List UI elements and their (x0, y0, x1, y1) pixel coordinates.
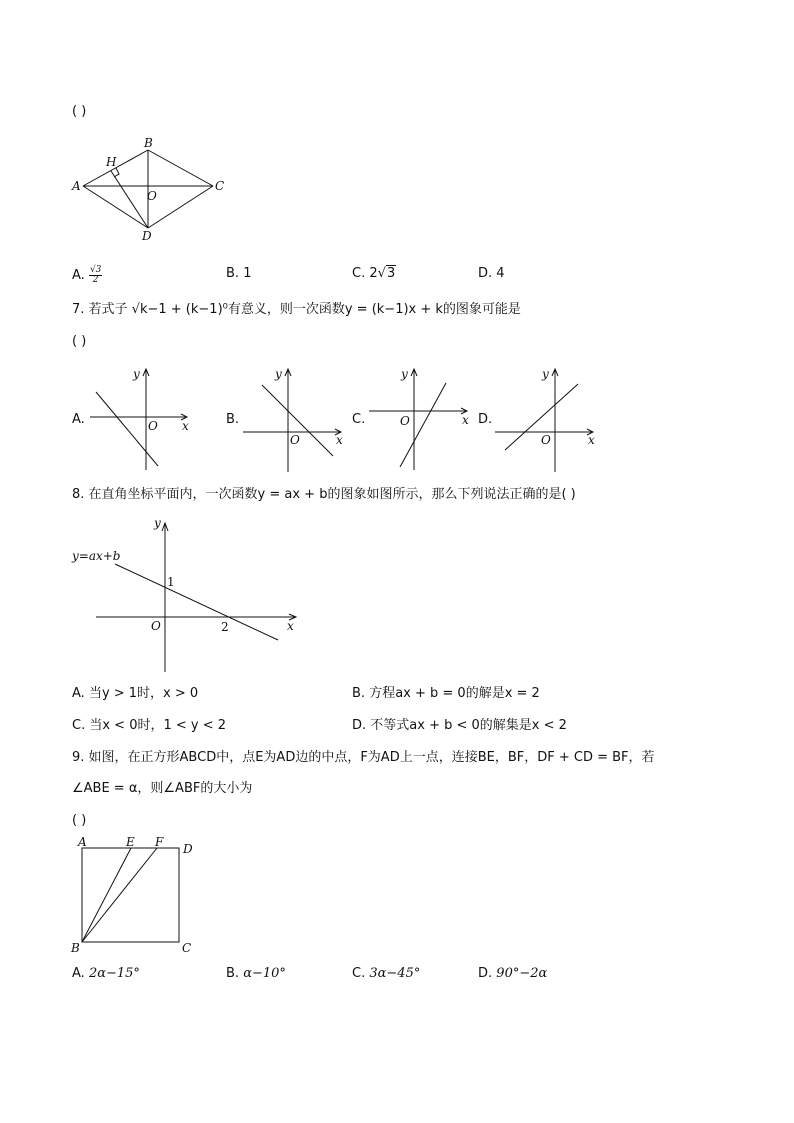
origin-label: O (148, 419, 158, 433)
option-text: 90°−2α (496, 966, 548, 981)
right-angle-mark (114, 168, 119, 177)
q8-option-a[interactable] (72, 686, 198, 702)
function-line (115, 564, 278, 640)
label-B: B (71, 941, 80, 955)
option-text: 方程ax + b = 0的解是x = 2 (369, 686, 540, 701)
q6-option-b[interactable] (226, 266, 251, 282)
q9-stem-line1: 9. 如图，在正方形ABCD中，点E为AD边的中点，F为AD上一点，连接BE，BF，DF + CD = BF，若 (72, 750, 655, 765)
axis-x-label: x (588, 433, 595, 447)
side-BC (148, 150, 213, 186)
axis-y-label: y (275, 367, 282, 381)
q7-option-a-letter[interactable]: A. (72, 412, 85, 427)
option-text: 3α−45° (369, 966, 421, 981)
option-coefficient: 2 (369, 266, 378, 281)
option-text: 1 (243, 266, 252, 281)
option-text: 2α−15° (88, 966, 140, 981)
label-B: B (144, 136, 153, 150)
option-text: α−10° (243, 966, 286, 981)
fraction-sqrt3-over-2 (89, 266, 102, 285)
option-letter: C. (352, 266, 366, 281)
q7-option-b-letter[interactable]: B. (226, 412, 240, 427)
segment-BE (82, 848, 131, 942)
axis-y-label: y (154, 516, 161, 530)
option-text: 不等式ax + b < 0的解集是x < 2 (370, 718, 567, 733)
option-letter: D. (478, 266, 493, 281)
q7-option-d-letter[interactable]: D. (478, 412, 493, 427)
line-label: y=ax+b (72, 549, 121, 563)
option-radicand: 3 (386, 266, 396, 281)
label-F: F (155, 835, 164, 849)
option-letter: D. (478, 966, 493, 981)
option-letter: B. (226, 266, 240, 281)
label-A: A (72, 179, 81, 193)
q8-stem: 8. 在直角坐标平面内，一次函数y = ax + b的图象如图所示，那么下列说法正确的是( ) (72, 487, 576, 502)
q7-stem: 7. 若式子 √k−1 + (k−1)⁰有意义，则一次函数y = (k−1)x + k的图象可能是 (72, 302, 521, 317)
axis-x-label: x (336, 433, 343, 447)
q9-option-c[interactable] (352, 966, 420, 982)
option-text: 4 (496, 266, 505, 281)
label-O: O (147, 189, 157, 203)
label-D: D (142, 229, 152, 243)
origin-label: O (151, 619, 161, 633)
q8-option-c[interactable] (72, 718, 226, 734)
q9-square-figure (66, 834, 206, 958)
q8-option-b[interactable] (352, 686, 540, 702)
q7-graph-a[interactable] (86, 364, 196, 474)
origin-label: O (400, 414, 410, 428)
axis-y-label: y (542, 367, 549, 381)
q8-graph (66, 512, 306, 674)
height-DH (111, 171, 148, 228)
x-intercept-label: 2 (221, 620, 229, 634)
origin-label: O (290, 433, 300, 447)
q6-option-c[interactable]: C. 2√3 (352, 266, 396, 281)
option-letter: A. (72, 268, 85, 283)
side-DA (83, 186, 148, 228)
option-letter: A. (72, 966, 85, 981)
label-C: C (215, 179, 225, 193)
q6-rhombus-figure (66, 130, 236, 245)
q7-option-c-letter[interactable]: C. (352, 412, 366, 427)
axis-x-label: x (462, 413, 469, 427)
label-E: E (126, 835, 135, 849)
q9-option-b[interactable] (226, 966, 286, 982)
option-letter: B. (226, 966, 240, 981)
q8-option-d[interactable] (352, 718, 567, 734)
label-D: D (183, 842, 193, 856)
q9-option-a[interactable] (72, 966, 140, 982)
q6-answer-paren: ( ) (72, 104, 87, 119)
option-letter: C. (352, 966, 366, 981)
y-intercept-label: 1 (167, 575, 175, 589)
axis-y-label: y (133, 367, 140, 381)
label-H: H (106, 155, 117, 169)
q7-answer-paren: ( ) (72, 334, 87, 349)
segment-BF (82, 848, 157, 942)
q9-answer-paren: ( ) (72, 813, 87, 828)
axis-x-label: x (182, 419, 189, 433)
label-A: A (78, 835, 87, 849)
option-letter: D. (352, 718, 367, 733)
origin-label: O (541, 433, 551, 447)
q7-graph-d[interactable] (492, 364, 602, 474)
q7-graph-b[interactable] (240, 364, 350, 474)
option-text: 当x < 0时，1 < y < 2 (89, 718, 227, 733)
option-letter: A. (72, 686, 85, 701)
fraction-numerator: √3 (89, 265, 102, 275)
fraction-denominator: 2 (92, 275, 99, 285)
q7-graph-c[interactable] (366, 364, 476, 474)
q9-option-d[interactable] (478, 966, 547, 982)
option-text: 当y > 1时，x > 0 (88, 686, 199, 701)
q6-option-a[interactable] (72, 266, 102, 285)
axis-x-label: x (287, 619, 294, 633)
q6-option-d[interactable] (478, 266, 505, 282)
label-C: C (182, 941, 192, 955)
q9-stem-line2: ∠ABE = α，则∠ABF的大小为 (72, 781, 253, 796)
side-CD (148, 186, 213, 228)
square-ABCD (82, 848, 179, 942)
option-letter: C. (72, 718, 86, 733)
option-letter: B. (352, 686, 366, 701)
axis-y-label: y (401, 367, 408, 381)
